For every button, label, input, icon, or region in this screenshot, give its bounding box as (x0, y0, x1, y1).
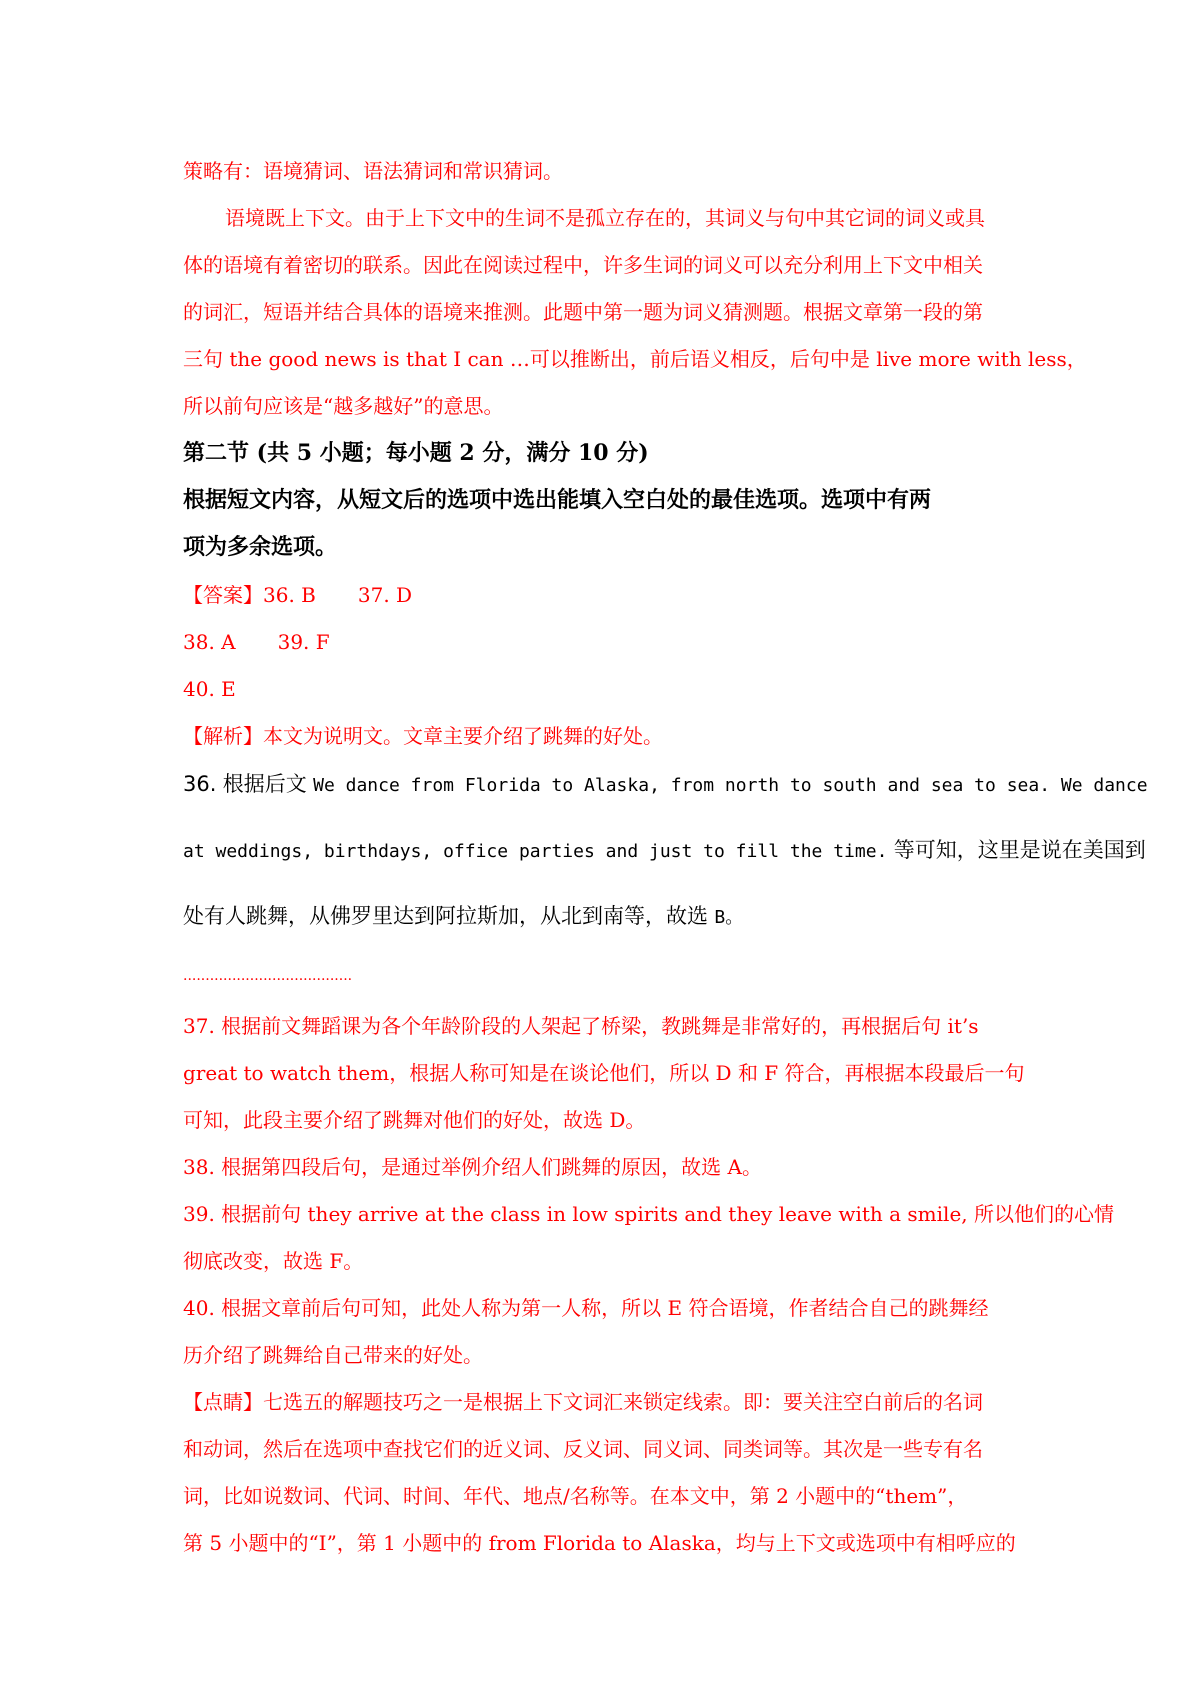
q36-explanation-line-3 (183, 902, 743, 932)
q37-explanation-line-2: great to watch them，根据人称可知是在谈论他们，所以 D 和 F 符合，再根据本段最后一句 (183, 1061, 1025, 1085)
q36-prefix: 根据后文 (222, 772, 307, 796)
context-paragraph-line-5: 所以前句应该是“越多越好”的意思。 (183, 394, 504, 418)
q36-conclusion: 处有人跳舞，从佛罗里达到阿拉斯加，从北到南等，故选 (183, 904, 708, 928)
section-instruction-line-2: 项为多余选项。 (183, 534, 338, 560)
q37-explanation-line-1: 37. 根据前文舞蹈课为各个年龄阶段的人架起了桥梁，教跳舞是非常好的，再根据后句 it’s (183, 1014, 979, 1038)
tips-tag: 【点睛】 (183, 1390, 263, 1414)
answer-37: 37. D (357, 583, 413, 607)
q36-quote-2: at weddings, birthdays, office parties and just to fill the time. (183, 841, 888, 862)
section-instruction-line-1: 根据短文内容，从短文后的选项中选出能填入空白处的最佳选项。选项中有两 (183, 487, 932, 513)
q39-explanation-line-2: 彻底改变，故选 F。 (183, 1249, 364, 1273)
q40-explanation-line-1: 40. 根据文章前后句可知，此处人称为第一人称，所以 E 符合语境，作者结合自己的跳舞经 (183, 1296, 989, 1320)
q36-explanation-line-1 (183, 770, 1148, 800)
analysis-tag: 【解析】 (183, 724, 263, 748)
tips-line-3: 词，比如说数词、代词、时间、年代、地点/名称等。在本文中，第 2 小题中的“them”， (183, 1484, 968, 1508)
context-paragraph-line-1: 语境既上下文。由于上下文中的生词不是孤立存在的，其词义与句中其它词的词义或具 (225, 206, 985, 230)
analysis-line (183, 722, 663, 750)
answer-40: 40. E (183, 677, 236, 701)
tips-line-2: 和动词，然后在选项中查找它们的近义词、反义词、同义词、同类词等。其次是一些专有名 (183, 1437, 983, 1461)
context-paragraph-line-4: 三句 the good news is that I can …可以推断出，前后语义相反，后句中是 live more with less， (183, 347, 1087, 371)
answer-39: 39. F (277, 630, 330, 654)
q37-explanation-line-3: 可知，此段主要介绍了跳舞对他们的好处，故选 D。 (183, 1108, 646, 1132)
tips-text-1: 七选五的解题技巧之一是根据上下文词汇来锁定线索。即：要关注空白前后的名词 (263, 1390, 983, 1414)
tips-line-1 (183, 1388, 983, 1416)
q39-explanation-line-1: 39. 根据前句 they arrive at the class in low spirits and they leave with a smile, 所以他们的心情 (183, 1202, 1114, 1226)
strategy-line: 策略有：语境猜词、语法猜词和常识猜词。 (183, 159, 563, 183)
analysis-text: 本文为说明文。文章主要介绍了跳舞的好处。 (263, 724, 663, 748)
answer-38: 38. A (183, 630, 236, 654)
tips-line-4: 第 5 小题中的“I”，第 1 小题中的 from Florida to Alaska，均与上下文或选项中有相呼应的 (183, 1531, 1016, 1555)
answer-tag: 【答案】 (183, 583, 263, 607)
answers-row-1 (183, 581, 412, 609)
context-paragraph-line-2: 体的语境有着密切的联系。因此在阅读过程中，许多生词的词义可以充分利用上下文中相关 (183, 253, 983, 277)
context-paragraph-line-3: 的词汇，短语并结合具体的语境来推测。此题中第一题为词义猜测题。根据文章第一段的第 (183, 300, 983, 324)
q36-quote-1: We dance from Florida to Alaska, from north to south and sea to sea. We dance (313, 775, 1148, 796)
q36-explanation-line-2 (183, 836, 1146, 866)
q36-suffix: 等可知，这里是说在美国到 (893, 838, 1146, 862)
q40-explanation-line-2: 历介绍了跳舞给自己带来的好处。 (183, 1343, 483, 1367)
q38-explanation: 38. 根据第四段后句，是通过举例介绍人们跳舞的原因，故选 A。 (183, 1155, 762, 1179)
answers-row-3 (183, 675, 236, 703)
q36-answer: B。 (714, 907, 744, 928)
section-title: 第二节 (共 5 小题；每小题 2 分，满分 10 分) (183, 440, 649, 466)
divider-dots: ...................................... (183, 968, 353, 984)
q36-number: 36. (183, 772, 217, 796)
answers-row-2 (183, 628, 330, 656)
answer-36: 36. B (263, 583, 316, 607)
